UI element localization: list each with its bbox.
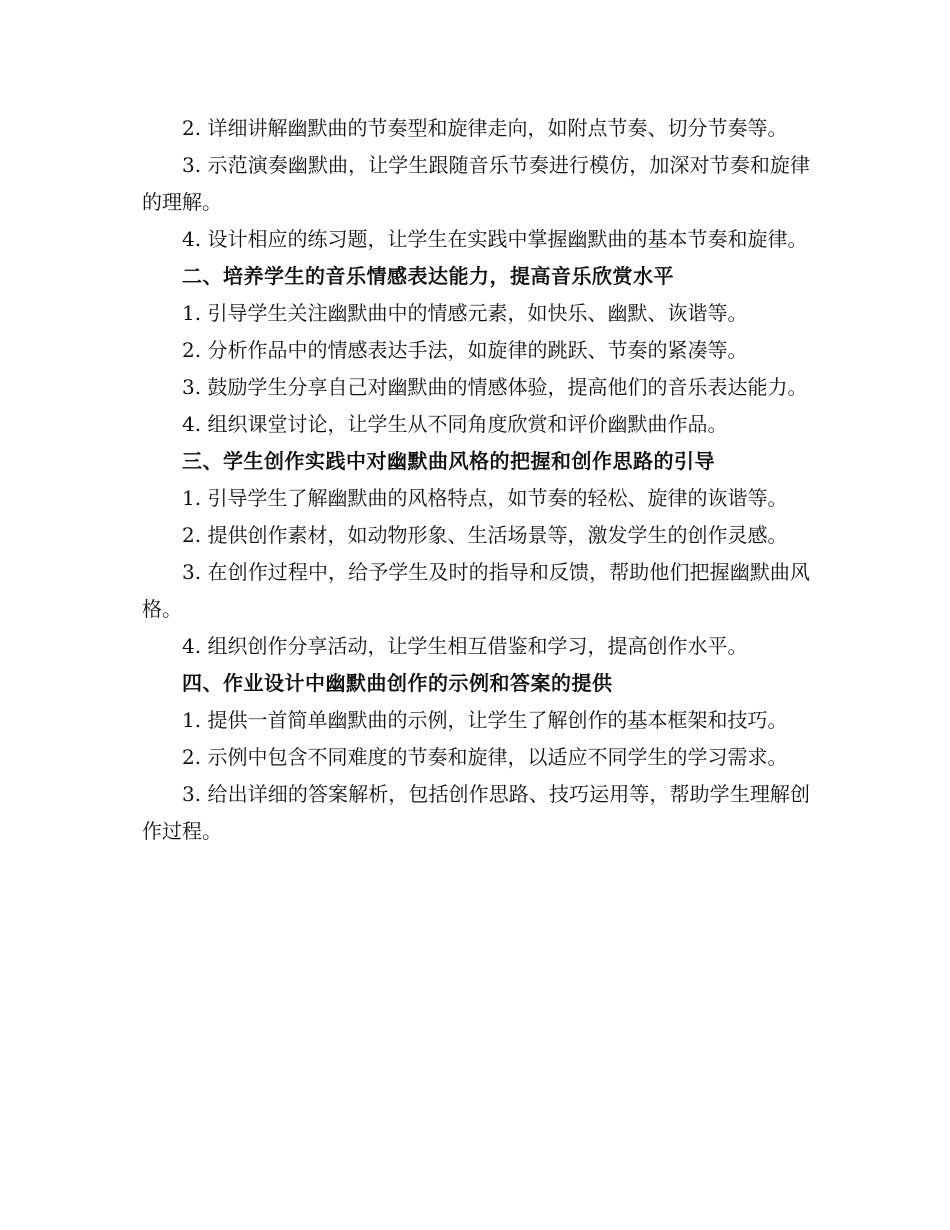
paragraph-item: 1. 提供一首简单幽默曲的示例，让学生了解创作的基本框架和技巧。 [182, 708, 788, 732]
paragraph-item: 4. 组织课堂讨论，让学生从不同角度欣赏和评价幽默曲作品。 [182, 412, 728, 436]
paragraph-item: 3. 鼓励学生分享自己对幽默曲的情感体验，提高他们的音乐表达能力。 [182, 375, 808, 399]
paragraph-item: 2. 示例中包含不同难度的节奏和旋律，以适应不同学生的学习需求。 [182, 745, 788, 769]
paragraph-item: 3. 给出详细的答案解析，包括创作思路、技巧运用等，帮助学生理解创作过程。 [142, 782, 810, 843]
paragraph-item: 2. 分析作品中的情感表达手法，如旋律的跳跃、节奏的紧凑等。 [182, 338, 748, 362]
paragraph-item: 3. 在创作过程中，给予学生及时的指导和反馈，帮助他们把握幽默曲风格。 [142, 560, 810, 621]
paragraph-item: 2. 详细讲解幽默曲的节奏型和旋律走向，如附点节奏、切分节奏等。 [182, 116, 788, 140]
paragraph-item: 2. 提供创作素材，如动物形象、生活场景等，激发学生的创作灵感。 [182, 523, 788, 547]
section-heading: 二、培养学生的音乐情感表达能力，提高音乐欣赏水平 [182, 264, 674, 288]
paragraph-item: 3. 示范演奏幽默曲，让学生跟随音乐节奏进行模仿，加深对节奏和旋律的理解。 [142, 153, 810, 214]
paragraph-item: 1. 引导学生关注幽默曲中的情感元素，如快乐、幽默、诙谐等。 [182, 301, 748, 325]
paragraph-item: 4. 组织创作分享活动，让学生相互借鉴和学习，提高创作水平。 [182, 634, 748, 658]
document-body [142, 110, 810, 850]
paragraph-item: 1. 引导学生了解幽默曲的风格特点，如节奏的轻松、旋律的诙谐等。 [182, 486, 788, 510]
paragraph-item: 4. 设计相应的练习题，让学生在实践中掌握幽默曲的基本节奏和旋律。 [182, 227, 808, 251]
section-heading: 三、学生创作实践中对幽默曲风格的把握和创作思路的引导 [182, 449, 715, 473]
section-heading: 四、作业设计中幽默曲创作的示例和答案的提供 [182, 671, 613, 695]
